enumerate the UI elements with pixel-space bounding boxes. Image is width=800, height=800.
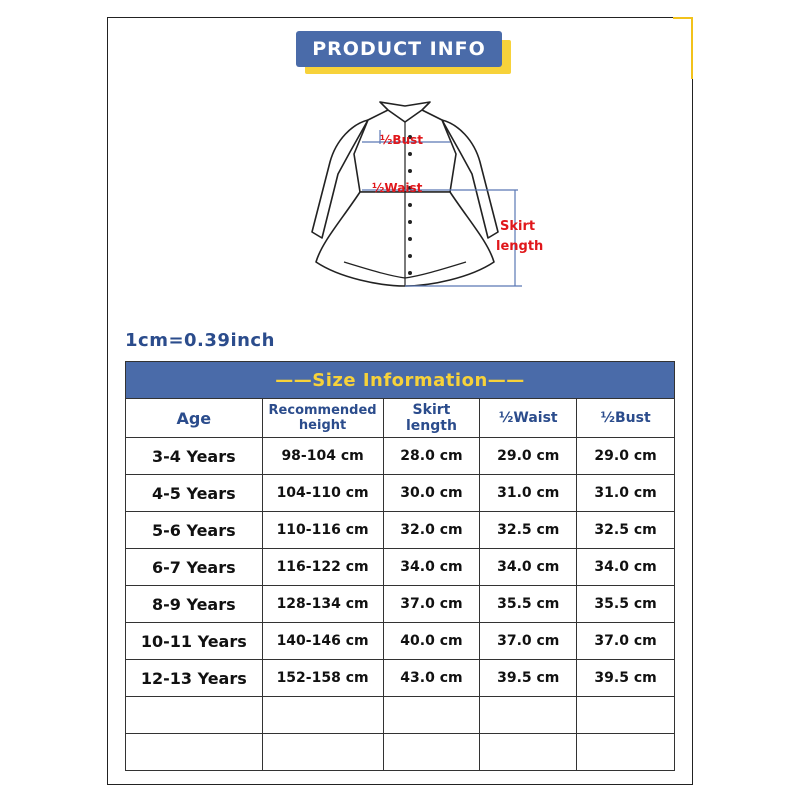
size-table-header-row — [126, 399, 675, 438]
cell-height: 104-110 cm — [262, 475, 383, 512]
header-skirt-line2: length — [405, 418, 457, 434]
cell-waist: 32.5 cm — [480, 512, 577, 549]
header-height-line2: height — [298, 418, 347, 433]
cell-bust: 37.0 cm — [577, 623, 675, 660]
cell-age: 4-5 Years — [126, 475, 263, 512]
cell-waist: 35.5 cm — [480, 586, 577, 623]
cell-height: 128-134 cm — [262, 586, 383, 623]
cell-skirt: 32.0 cm — [383, 512, 480, 549]
skirt-length-label-1: Skirt — [500, 219, 536, 234]
cell-age: 6-7 Years — [126, 549, 263, 586]
cell-height: 140-146 cm — [262, 623, 383, 660]
empty-cell — [383, 697, 480, 734]
cell-waist: 29.0 cm — [480, 438, 577, 475]
cell-height: 116-122 cm — [262, 549, 383, 586]
table-row-empty — [126, 697, 675, 734]
header-skirt — [383, 399, 480, 438]
button — [408, 271, 412, 275]
table-row-empty — [126, 734, 675, 771]
cell-bust: 32.5 cm — [577, 512, 675, 549]
button — [408, 237, 412, 241]
header-waist: ½Waist — [480, 399, 577, 438]
cell-age: 10-11 Years — [126, 623, 263, 660]
cell-bust: 34.0 cm — [577, 549, 675, 586]
empty-cell — [480, 697, 577, 734]
empty-cell — [262, 734, 383, 771]
size-table-title-row — [126, 362, 675, 399]
empty-cell — [577, 697, 675, 734]
empty-cell — [262, 697, 383, 734]
cell-waist: 39.5 cm — [480, 660, 577, 697]
button — [408, 220, 412, 224]
table-row — [126, 549, 675, 586]
header-age: Age — [126, 399, 263, 438]
button — [408, 254, 412, 258]
cell-skirt: 28.0 cm — [383, 438, 480, 475]
waist-label: ½Waist — [372, 181, 423, 195]
button — [408, 152, 412, 156]
empty-cell — [577, 734, 675, 771]
cell-waist: 37.0 cm — [480, 623, 577, 660]
cell-skirt: 30.0 cm — [383, 475, 480, 512]
cell-age: 8-9 Years — [126, 586, 263, 623]
cell-height: 152-158 cm — [262, 660, 383, 697]
table-row — [126, 438, 675, 475]
table-row — [126, 586, 675, 623]
table-row — [126, 660, 675, 697]
cell-height: 98-104 cm — [262, 438, 383, 475]
skirt-length-label-2: length — [496, 239, 544, 254]
table-row — [126, 512, 675, 549]
bust-label: ½Bust — [380, 133, 423, 147]
cell-age: 5-6 Years — [126, 512, 263, 549]
cell-skirt: 40.0 cm — [383, 623, 480, 660]
cell-height: 110-116 cm — [262, 512, 383, 549]
cell-skirt: 43.0 cm — [383, 660, 480, 697]
cell-waist: 31.0 cm — [480, 475, 577, 512]
empty-cell — [126, 697, 263, 734]
header-height-line1: Recommended — [268, 403, 377, 418]
cell-skirt: 34.0 cm — [383, 549, 480, 586]
table-row — [126, 623, 675, 660]
button — [408, 169, 412, 173]
cell-age: 3-4 Years — [126, 438, 263, 475]
cell-skirt: 37.0 cm — [383, 586, 480, 623]
cell-bust: 29.0 cm — [577, 438, 675, 475]
size-table-title: ——Size Information—— — [126, 362, 675, 399]
frame-corner-accent — [673, 17, 693, 79]
empty-cell — [126, 734, 263, 771]
cell-bust: 31.0 cm — [577, 475, 675, 512]
product-info-banner: PRODUCT INFO — [296, 31, 502, 67]
header-height — [262, 399, 383, 438]
unit-conversion-note: 1cm=0.39inch — [125, 330, 275, 351]
header-bust: ½Bust — [577, 399, 675, 438]
cell-bust: 39.5 cm — [577, 660, 675, 697]
empty-cell — [480, 734, 577, 771]
table-row — [126, 475, 675, 512]
button — [408, 203, 412, 207]
cell-bust: 35.5 cm — [577, 586, 675, 623]
cell-age: 12-13 Years — [126, 660, 263, 697]
cell-waist: 34.0 cm — [480, 549, 577, 586]
dress-measurement-diagram — [300, 92, 560, 292]
size-table — [125, 361, 675, 771]
empty-cell — [383, 734, 480, 771]
header-skirt-line1: Skirt — [412, 402, 451, 418]
